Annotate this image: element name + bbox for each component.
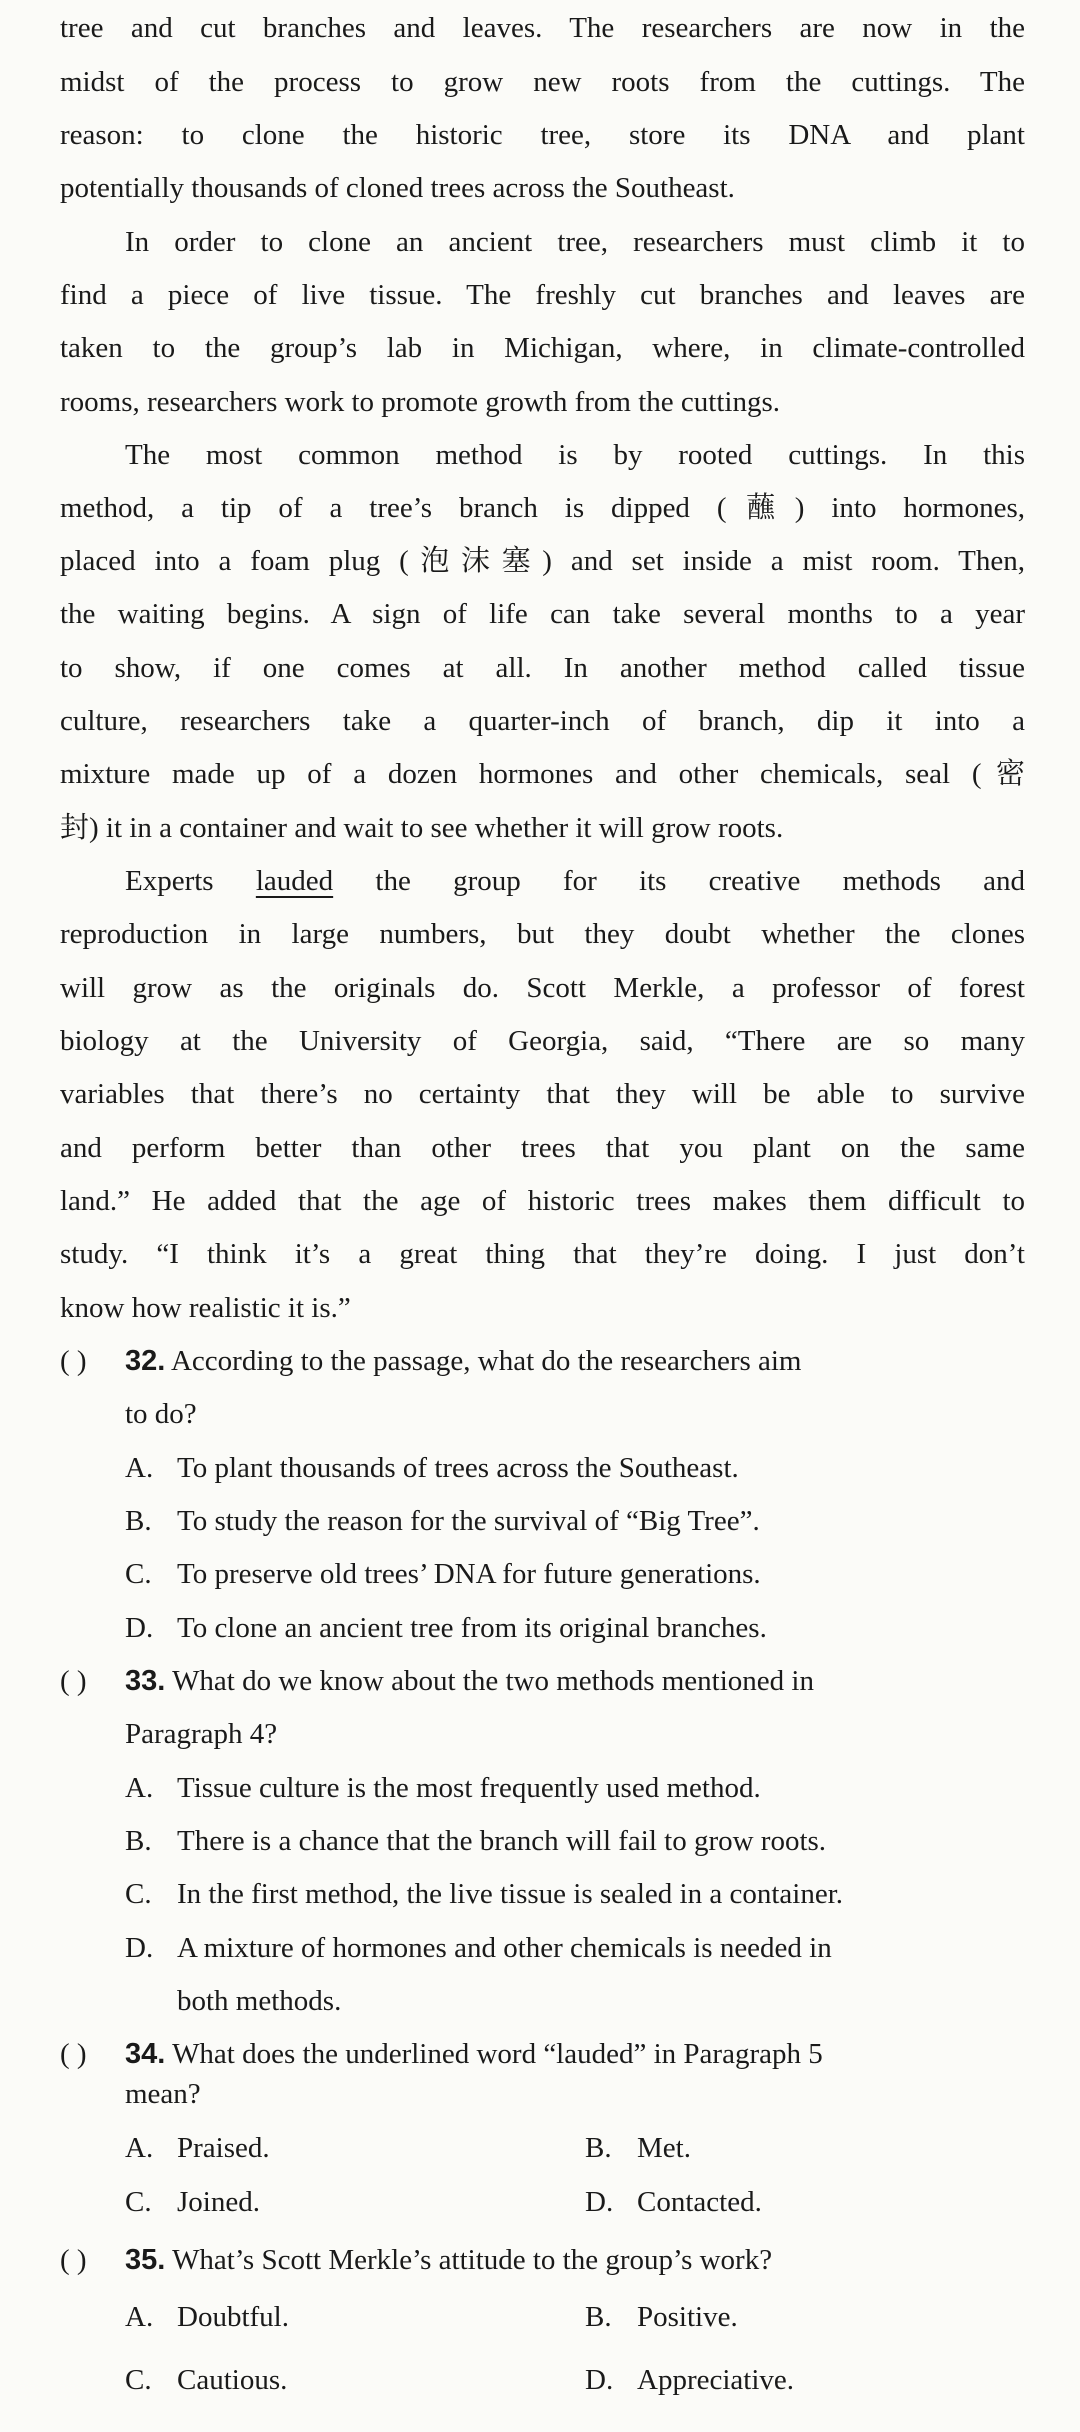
option-label: B. (585, 2301, 612, 2333)
option-c[interactable] (125, 2360, 287, 2400)
option-c[interactable] (125, 2182, 260, 2222)
option-c[interactable] (125, 1554, 761, 1594)
option-label: B. (125, 1825, 152, 1857)
option-text: Tissue culture is the most frequently used method. (177, 1772, 761, 1804)
option-label: D. (125, 1612, 154, 1644)
question-stem (60, 2034, 1025, 2074)
question-number: 35. (125, 2244, 166, 2276)
option-text: In the first method, the live tissue is sealed in a container. (177, 1878, 844, 1910)
answer-blank[interactable]: ( ) (60, 2038, 87, 2070)
text-line: mixture made up of a dozen hormones and other chemicals, seal (密 (60, 758, 1025, 790)
option-text: Positive. (637, 2301, 738, 2333)
option-label: C. (125, 2186, 152, 2218)
option-text: To plant thousands of trees across the Southeast. (177, 1452, 739, 1484)
question-text: to do? (125, 1398, 197, 1430)
text-line: In order to clone an ancient tree, researchers must climb it to (125, 226, 1025, 258)
question-number: 34. (125, 2038, 166, 2070)
option-text: To clone an ancient tree from its original branches. (177, 1612, 767, 1644)
text-line: land.” He added that the age of historic trees makes them difficult to (60, 1185, 1025, 1217)
text-line: reproduction in large numbers, but they doubt whether the clones (60, 918, 1025, 950)
text-line (125, 861, 1025, 901)
option-label: C. (125, 1878, 152, 1910)
option-a[interactable] (125, 1448, 739, 1488)
option-text: There is a chance that the branch will fail to grow roots. (177, 1825, 827, 1857)
question-text: Paragraph 4? (125, 1718, 278, 1750)
text-line: rooms, researchers work to promote growth from the cuttings. (60, 386, 780, 418)
text-line: tree and cut branches and leaves. The researchers are now in the (60, 12, 1025, 44)
text-line: to show, if one comes at all. In another method called tissue (60, 652, 1025, 684)
option-text: Contacted. (637, 2186, 762, 2218)
question-number: 33. (125, 1665, 166, 1697)
text-line: placed into a foam plug (泡沫塞) and set inside a mist room. Then, (60, 545, 1025, 577)
option-a[interactable] (125, 2297, 289, 2337)
option-b[interactable] (585, 2128, 691, 2168)
answer-blank[interactable]: ( ) (60, 1665, 87, 1697)
question-number: 32. (125, 1345, 166, 1377)
text-line: 封) it in a container and wait to see whether it will grow roots. (60, 812, 784, 844)
text-line: The most common method is by rooted cuttings. In this (125, 439, 1025, 471)
option-text: A mixture of hormones and other chemicals is needed in (177, 1932, 832, 1964)
option-text: Praised. (177, 2132, 270, 2164)
question-text: According to the passage, what do the researchers aim (170, 1345, 802, 1377)
option-label: D. (585, 2364, 614, 2396)
question-text: What does the underlined word “lauded” in Paragraph 5 (172, 2038, 823, 2070)
option-text: both methods. (177, 1985, 342, 2017)
option-text: To study the reason for the survival of “Big Tree”. (177, 1505, 760, 1537)
text-span: the group for its creative methods and (375, 865, 1026, 897)
option-label: A. (125, 2301, 154, 2333)
text-line: study. “I think it’s a great thing that they’re doing. I just don’t (60, 1238, 1025, 1270)
underlined-word: lauded (255, 865, 334, 897)
question-stem (60, 2240, 1025, 2280)
text-line: and perform better than other trees that you plant on the same (60, 1132, 1025, 1164)
option-b[interactable] (585, 2297, 738, 2337)
text-span: Experts (125, 865, 214, 897)
option-d[interactable] (125, 1608, 767, 1648)
option-label: A. (125, 1452, 154, 1484)
answer-blank[interactable]: ( ) (60, 1345, 87, 1377)
text-line: method, a tip of a tree’s branch is dipped (蘸) into hormones, (60, 492, 1025, 524)
option-b[interactable] (125, 1501, 760, 1541)
option-label: D. (125, 1932, 154, 1964)
question-text: mean? (125, 2078, 201, 2110)
option-text: Met. (637, 2132, 691, 2164)
option-text: Appreciative. (637, 2364, 795, 2396)
text-line: taken to the group’s lab in Michigan, where, in climate-controlled (60, 332, 1025, 364)
option-text: Cautious. (177, 2364, 288, 2396)
option-d[interactable] (585, 2182, 762, 2222)
option-text: Doubtful. (177, 2301, 289, 2333)
option-text: Joined. (177, 2186, 260, 2218)
text-line: reason: to clone the historic tree, store its DNA and plant (60, 119, 1025, 151)
option-b[interactable] (125, 1821, 826, 1861)
option-text: To preserve old trees’ DNA for future generations. (177, 1558, 761, 1590)
text-line: biology at the University of Georgia, said, “There are so many (60, 1025, 1025, 1057)
option-d[interactable] (125, 1928, 832, 1968)
question-text: What do we know about the two methods mentioned in (172, 1665, 814, 1697)
text-line: variables that there’s no certainty that they will be able to survive (60, 1078, 1025, 1110)
option-label: B. (585, 2132, 612, 2164)
text-line: know how realistic it is.” (60, 1292, 351, 1324)
question-stem (60, 1661, 1025, 1701)
option-d[interactable] (585, 2360, 794, 2400)
text-line: will grow as the originals do. Scott Merkle, a professor of forest (60, 972, 1025, 1004)
option-a[interactable] (125, 1768, 761, 1808)
text-line: the waiting begins. A sign of life can take several months to a year (60, 598, 1025, 630)
option-label: A. (125, 2132, 154, 2164)
question-text: What’s Scott Merkle’s attitude to the group’s work? (172, 2244, 773, 2276)
option-c[interactable] (125, 1874, 843, 1914)
option-label: D. (585, 2186, 614, 2218)
option-a[interactable] (125, 2128, 270, 2168)
option-label: C. (125, 1558, 152, 1590)
question-stem (60, 1341, 1025, 1381)
answer-blank[interactable]: ( ) (60, 2244, 87, 2276)
text-line: culture, researchers take a quarter-inch of branch, dip it into a (60, 705, 1025, 737)
text-line: midst of the process to grow new roots from the cuttings. The (60, 66, 1025, 98)
text-line: find a piece of live tissue. The freshly cut branches and leaves are (60, 279, 1025, 311)
option-label: C. (125, 2364, 152, 2396)
text-line: potentially thousands of cloned trees across the Southeast. (60, 172, 735, 204)
option-label: A. (125, 1772, 154, 1804)
option-label: B. (125, 1505, 152, 1537)
